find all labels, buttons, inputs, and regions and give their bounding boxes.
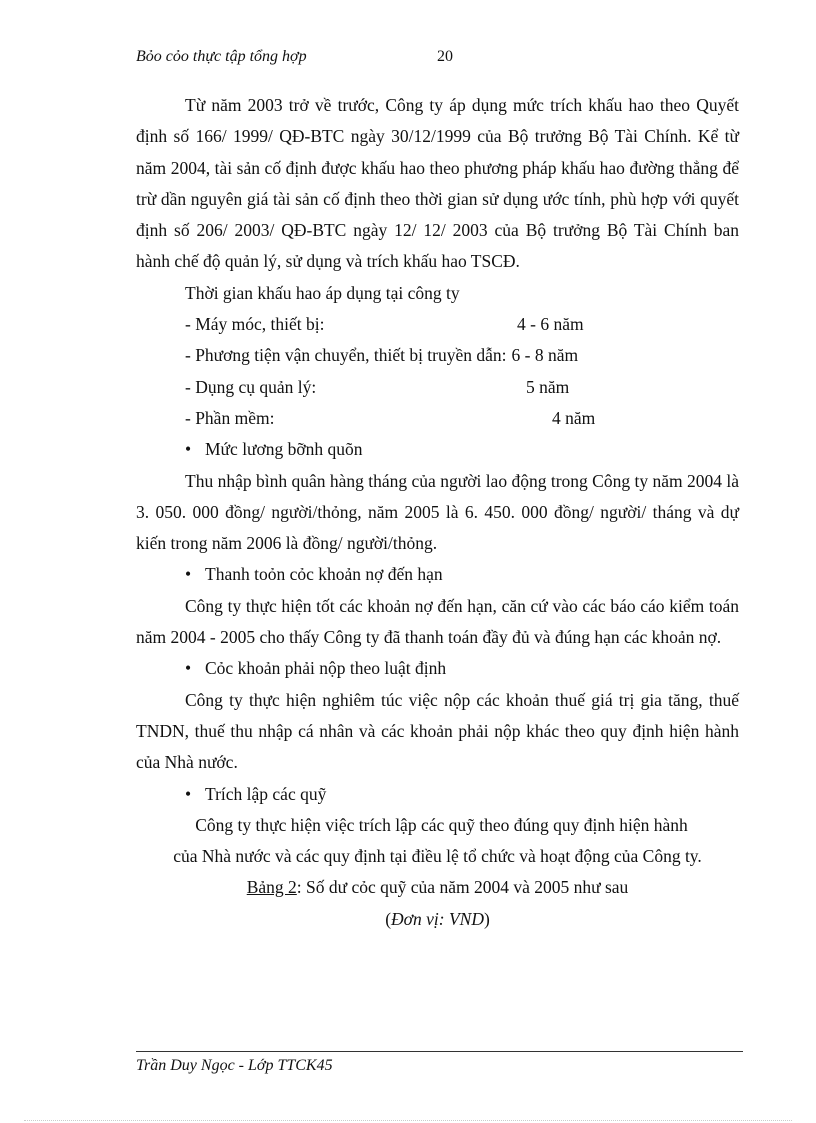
running-footer: Trần Duy Ngọc - Lớp TTCK45: [136, 1057, 333, 1074]
depreciation-row: [136, 340, 739, 371]
bullet-average-salary: [136, 434, 739, 465]
depreciation-value: 5 năm: [526, 376, 570, 397]
depreciation-row: [136, 309, 739, 340]
depreciation-label: - Phương tiện vận chuyển, thiết bị truyền dẫn:: [185, 345, 507, 366]
running-header: Bỏo cỏo thực tập tổng hợp: [136, 48, 307, 65]
bullet-statutory-payments: [136, 653, 739, 684]
depreciation-value: 6 - 8 năm: [511, 345, 579, 366]
footer-divider: [136, 1051, 743, 1052]
depreciation-value: 4 - 6 năm: [517, 314, 584, 335]
unit-text: Đơn vị: VND: [391, 908, 484, 929]
depreciation-intro: Thời gian khấu hao áp dụng tại công ty: [185, 282, 460, 303]
bullet-icon: •: [185, 439, 192, 460]
depreciation-label: - Máy móc, thiết bị:: [185, 314, 325, 335]
table-caption: [136, 872, 739, 903]
paragraph-debt: Công ty thực hiện tốt các khoản nợ đến hạn, căn cứ vào các báo cáo kiểm toán năm 2004 - 2005 cho thấy Công ty đã thanh toán đầy đủ và đúng hạn các khoản nợ.: [136, 595, 739, 648]
unit-paren-open: (: [385, 908, 392, 929]
bullet-text: Thanh toỏn cỏc khoản nợ đến hạn: [205, 564, 443, 585]
table-caption-text: : Số dư cỏc quỹ của năm 2004 và 2005 như sau: [296, 877, 629, 898]
bullet-icon: •: [185, 564, 192, 585]
depreciation-label: - Phần mềm:: [185, 407, 275, 428]
page-edge: [24, 1120, 792, 1121]
paragraph-funds-line1: Công ty thực hiện việc trích lập các quỹ theo đúng quy định hiện hành: [195, 814, 688, 835]
bullet-debt-payment: [136, 559, 739, 590]
table-label: Bảng 2: [246, 877, 297, 898]
bullet-icon: •: [185, 783, 192, 804]
paragraph-depreciation-policy: Từ năm 2003 trở về trước, Công ty áp dụng mức trích khấu hao theo Quyết định số 166/ 1999/ QĐ-BTC ngày 30/12/1999 của Bộ trưởng Bộ Tài Chính. Kể từ năm 2004, tài sản cố định được khấu hao theo phương pháp khấu hao đường thẳng để trừ dần nguyên giá tài sản cố định theo thời gian sử dụng ước tính, phù hợp với quyết định số 206/ 2003/ QĐ-BTC ngày 12/ 12/ 2003 của Bộ trưởng Bộ Tài Chính ban hành chế độ quản lý, sử dụng và trích khấu hao TSCĐ.: [136, 95, 739, 272]
bullet-icon: •: [185, 658, 192, 679]
bullet-text: Cỏc khoản phải nộp theo luật định: [205, 658, 447, 679]
paragraph-income: Thu nhập bình quân hàng tháng của người lao động trong Công ty năm 2004 là 3. 050. 000 đồng/ người/thỏng, năm 2005 là 6. 450. 000 đồng/ người/ tháng và dự kiến trong năm 2006 là đồng/ người/thỏng.: [136, 470, 739, 554]
depreciation-value: 4 năm: [552, 407, 596, 428]
paragraph-funds-line2: của Nhà nước và các quy định tại điều lệ tổ chức và hoạt động của Công ty.: [173, 846, 702, 867]
document-body: [136, 90, 739, 935]
unit-note: [136, 904, 739, 935]
bullet-text: Mức lương bỡnh quõn: [205, 439, 363, 460]
depreciation-row: [136, 372, 739, 403]
bullet-text: Trích lập các quỹ: [205, 783, 327, 804]
page-number: 20: [437, 48, 453, 65]
unit-paren-close: ): [483, 908, 490, 929]
bullet-funds: [136, 779, 739, 810]
paragraph-taxes: Công ty thực hiện nghiêm túc việc nộp các khoản thuế giá trị gia tăng, thuế TNDN, thuế thu nhập cá nhân và các khoản phải nộp khác theo quy định hiện hành của Nhà nước.: [136, 689, 739, 773]
depreciation-label: - Dụng cụ quản lý:: [185, 376, 317, 397]
depreciation-row: [136, 403, 739, 434]
